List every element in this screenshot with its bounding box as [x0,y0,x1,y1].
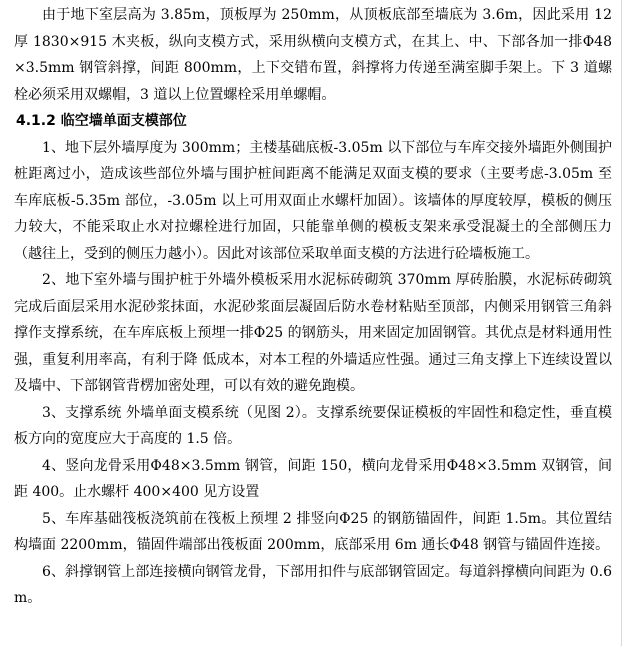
list-item-5: 5、车库基础筏板浇筑前在筏板上预埋 2 排竖向Φ25 的钢筋锚固件，间距 1.5m。其位置结构墙面 2200mm，锚固件端部出筏板面 200mm，底部采用 6m 通长Φ48 钢管与锚固件连接。 [14,510,612,553]
list-item-2: 2、地下室外墙与围护桩于外墙外模板采用水泥标砖砌筑 370mm 厚砖胎膜，水泥标砖砌筑完成后面层采用水泥砂浆抹面，水泥砂浆面层凝固后防水卷材粘贴至顶部，内侧采用钢管三角斜撑作支撑系统，在车库底板上预埋一排Φ25 的钢筋头，用来固定加固钢管。其优点是材料通用性强，重复利用率高，有利于降 低成本，对本工程的外墙适应性强。通过三角支撑上下连续设置以及墙中、下部钢管背楞加密处理，可以有效的避免跑模。 [14,272,612,394]
intro-paragraph: 由于地下室层高为 3.85m，顶板厚为 250mm，从顶板底部至墙底为 3.6m，因此采用 12 厚 1830×915 木夹板，纵向支模方式，采用纵横向支模方式，在其上、中、下部各加一排Φ48×3.5mm 钢管斜撑，间距 800mm，上下交错布置，斜撑将力传递至满室脚手架上。下 3 道螺栓必须采用双螺帽，3 道以上位置螺栓采用单螺帽。 [14,7,612,103]
section-heading: 4.1.2 临空墙单面支模部位 [16,113,187,129]
list-item-6: 6、斜撑钢管上部连接横向钢管龙骨，下部用扣件与底部钢管固定。每道斜撑横向间距为 0.6m。 [14,563,612,606]
list-item-1: 1、地下层外墙厚度为 300mm；主楼基础底板-3.05m 以下部位与车库交接外墙距外侧围护桩距离过小，造成该些部位外墙与围护桩间距离不能满足双面支模的要求（主要考虑-3.05m 至车库底板-5.35m 部位，-3.05m 以上可用双面止水螺杆加固）。该墙体的厚度较厚，模板的侧压力较大，不能采取止水对拉螺栓进行加固，只能靠单侧的模板支架来承受混凝土的全部侧压力（越往上，受到的侧压力越小）。因此对该部位采取单面支模的方法进行砼墙板施工。 [14,139,612,262]
list-item-4: 4、竖向龙骨采用Φ48×3.5mm 钢管，间距 150，横向龙骨采用Φ48×3.5mm 双钢管，间距 400。止水螺杆 400×400 见方设置 [14,457,612,500]
list-item-3: 3、支撑系统 外墙单面支模系统（见图 2）。支撑系统要保证模板的牢固性和稳定性，垂直模板方向的宽度应大于高度的 1.5 倍。 [14,404,612,447]
